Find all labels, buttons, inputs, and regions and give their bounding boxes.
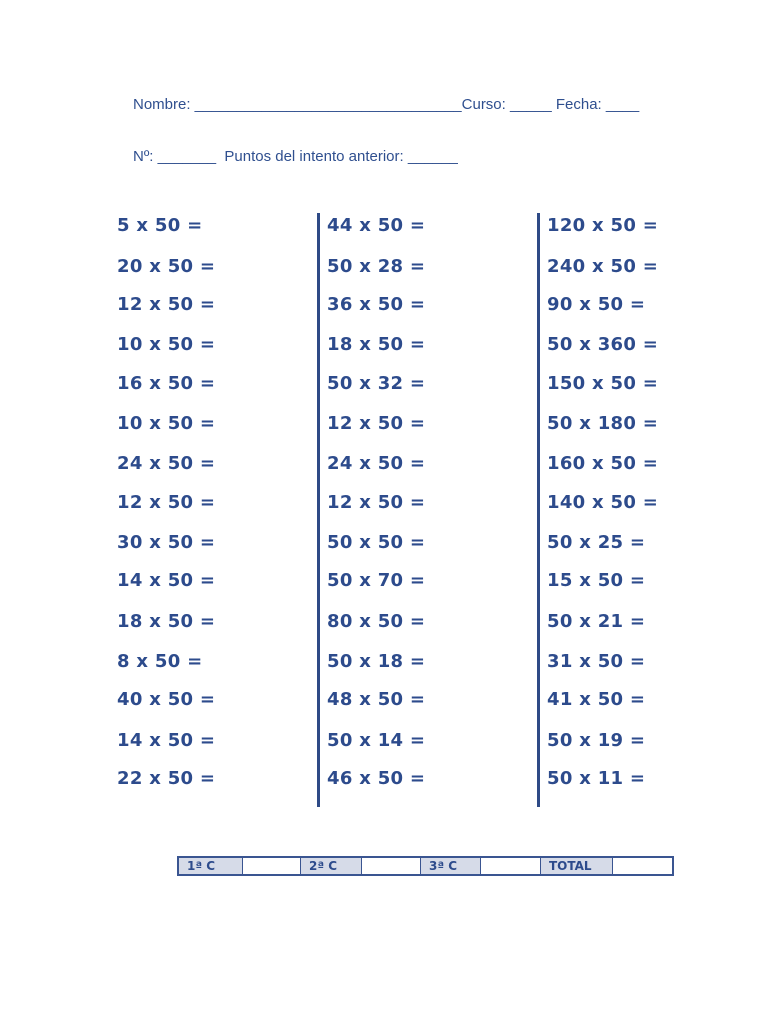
column-divider-1 — [317, 213, 320, 807]
problem-item: 50 x 360 = — [547, 334, 659, 355]
score-field-total[interactable] — [613, 858, 672, 874]
problem-item: 50 x 18 = — [327, 651, 426, 672]
problem-item: 50 x 180 = — [547, 413, 659, 434]
score-field-3[interactable] — [481, 858, 541, 874]
problem-item: 40 x 50 = — [117, 689, 216, 710]
problem-item: 50 x 28 = — [327, 256, 426, 277]
problem-item: 12 x 50 = — [327, 413, 426, 434]
problem-item: 10 x 50 = — [117, 413, 216, 434]
problem-item: 50 x 11 = — [547, 768, 646, 789]
score-label-1: 1ª C — [179, 858, 243, 874]
problem-item: 31 x 50 = — [547, 651, 646, 672]
column-divider-2 — [537, 213, 540, 807]
problem-item: 30 x 50 = — [117, 532, 216, 553]
problem-item: 50 x 50 = — [327, 532, 426, 553]
score-table — [177, 856, 674, 876]
problem-item: 160 x 50 = — [547, 453, 659, 474]
problem-item: 240 x 50 = — [547, 256, 659, 277]
problem-item: 44 x 50 = — [327, 215, 426, 236]
problem-item: 140 x 50 = — [547, 492, 659, 513]
problem-item: 50 x 21 = — [547, 611, 646, 632]
score-field-1[interactable] — [243, 858, 301, 874]
score-label-3: 3ª C — [421, 858, 481, 874]
score-label-2: 2ª C — [301, 858, 362, 874]
problem-item: 36 x 50 = — [327, 294, 426, 315]
problem-item: 90 x 50 = — [547, 294, 646, 315]
problem-item: 24 x 50 = — [117, 453, 216, 474]
problem-item: 15 x 50 = — [547, 570, 646, 591]
problem-item: 20 x 50 = — [117, 256, 216, 277]
header-name-course-date-line: Nombre: ________________________________Curso: _____ Fecha: ____ — [133, 96, 640, 113]
problem-item: 80 x 50 = — [327, 611, 426, 632]
problem-item: 18 x 50 = — [117, 611, 216, 632]
score-field-2[interactable] — [362, 858, 421, 874]
problem-item: 10 x 50 = — [117, 334, 216, 355]
problem-item: 50 x 14 = — [327, 730, 426, 751]
problem-item: 18 x 50 = — [327, 334, 426, 355]
problem-item: 50 x 32 = — [327, 373, 426, 394]
problem-item: 12 x 50 = — [117, 294, 216, 315]
problem-item: 8 x 50 = — [117, 651, 203, 672]
problem-item: 46 x 50 = — [327, 768, 426, 789]
problem-item: 16 x 50 = — [117, 373, 216, 394]
problem-item: 12 x 50 = — [327, 492, 426, 513]
problem-item: 22 x 50 = — [117, 768, 216, 789]
problem-item: 50 x 19 = — [547, 730, 646, 751]
problem-item: 14 x 50 = — [117, 570, 216, 591]
problem-item: 120 x 50 = — [547, 215, 659, 236]
problem-item: 24 x 50 = — [327, 453, 426, 474]
problem-item: 48 x 50 = — [327, 689, 426, 710]
problem-item: 12 x 50 = — [117, 492, 216, 513]
problem-item: 50 x 70 = — [327, 570, 426, 591]
problem-item: 150 x 50 = — [547, 373, 659, 394]
problem-item: 41 x 50 = — [547, 689, 646, 710]
problem-item: 14 x 50 = — [117, 730, 216, 751]
score-label-total: TOTAL — [541, 858, 613, 874]
header-number-previous-score-line: Nº: _______ Puntos del intento anterior: ______ — [133, 148, 458, 165]
problem-item: 5 x 50 = — [117, 215, 203, 236]
problem-item: 50 x 25 = — [547, 532, 646, 553]
